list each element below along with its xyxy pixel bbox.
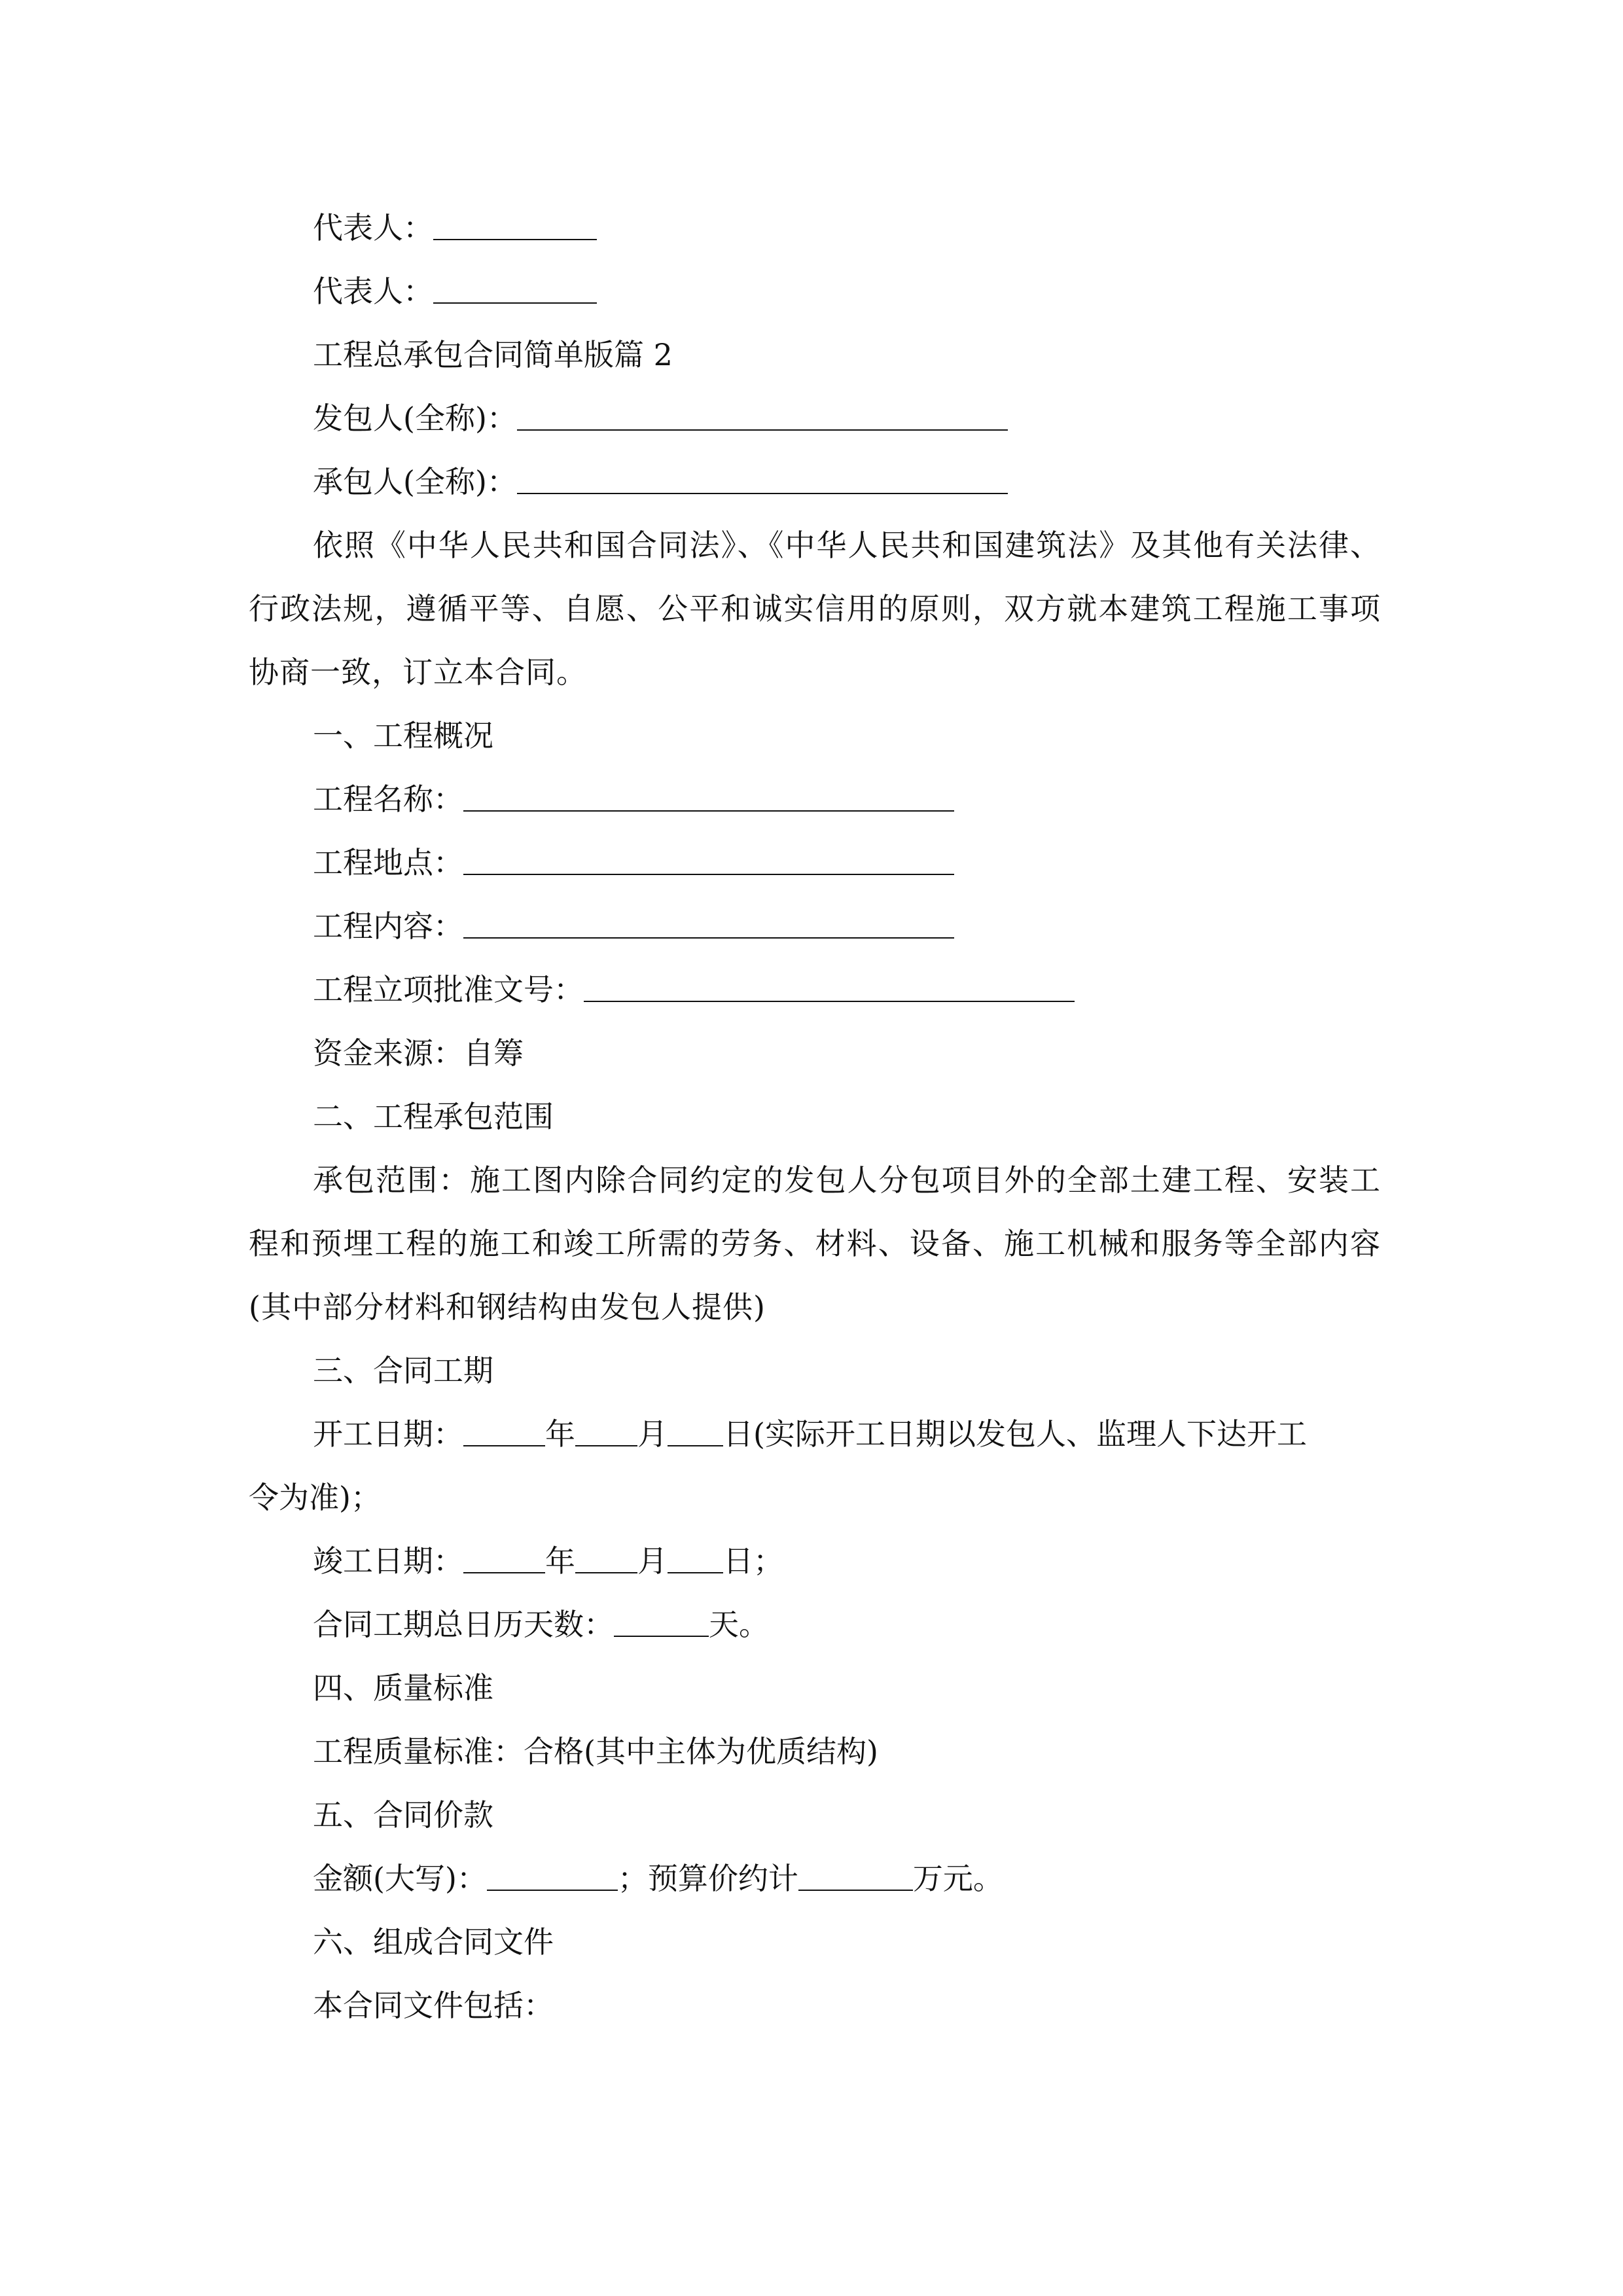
start-note: (实际开工日期以发包人、监理人下达开工 (753, 1416, 1307, 1452)
contract-documents-line: 本合同文件包括： (313, 1988, 554, 2023)
project-location-label: 工程地点： (313, 845, 463, 880)
day-label: 日 (723, 1416, 753, 1452)
employer-line (249, 387, 1381, 450)
project-name-line (249, 768, 1381, 831)
finish-year-blank[interactable] (463, 1542, 545, 1573)
start-note-continued: 令为准)； (249, 1480, 381, 1515)
contractor-blank[interactable] (517, 463, 1008, 494)
budget-blank[interactable] (798, 1859, 913, 1891)
project-content-blank[interactable] (463, 907, 954, 939)
start-date-line (249, 1403, 1381, 1466)
heading-project-overview: 一、工程概况 (313, 718, 493, 753)
heading-contract-scope: 二、工程承包范围 (313, 1099, 554, 1134)
finish-month-blank[interactable] (575, 1542, 637, 1573)
month-label: 月 (637, 1543, 668, 1579)
contractor-label: 承包人(全称)： (313, 464, 517, 499)
heading-contract-period: 三、合同工期 (313, 1353, 493, 1388)
finish-date-line (249, 1530, 1381, 1593)
amount-line (249, 1847, 1381, 1910)
intro-paragraph: 依照《中华人民共和国合同法》、《中华人民共和国建筑法》及其他有关法律、行政法规，遵循平等、自愿、公平和诚实信用的原则，双方就本建筑工程施工事项协商一致，订立本合同。 (249, 528, 1381, 690)
quality-standard-line: 工程质量标准：合格(其中主体为优质结构) (313, 1734, 878, 1769)
representative-line-2 (249, 260, 1381, 323)
representative-label: 代表人： (313, 274, 433, 309)
total-days-line (249, 1593, 1381, 1657)
budget-label: ；预算价约计 (617, 1861, 798, 1896)
total-days-blank[interactable] (614, 1605, 709, 1637)
contractor-line (249, 450, 1381, 514)
finish-date-label: 竣工日期： (313, 1543, 463, 1579)
finish-suffix: ； (753, 1543, 783, 1579)
amount-label: 金额(大写)： (313, 1861, 487, 1896)
section-title: 工程总承包合同简单版篇 2 (313, 337, 673, 372)
funding-line: 资金来源：自筹 (313, 1035, 524, 1071)
employer-blank[interactable] (517, 399, 1008, 431)
approval-number-line (249, 958, 1381, 1022)
start-month-blank[interactable] (575, 1415, 637, 1446)
day-label: 日 (723, 1543, 753, 1579)
project-location-blank[interactable] (463, 844, 954, 875)
heading-quality-standard: 四、质量标准 (313, 1670, 493, 1706)
heading-contract-documents: 六、组成合同文件 (313, 1924, 554, 1960)
representative-label: 代表人： (313, 210, 433, 245)
start-day-blank[interactable] (668, 1415, 723, 1446)
project-name-label: 工程名称： (313, 781, 463, 817)
start-year-blank[interactable] (463, 1415, 545, 1446)
total-days-label: 合同工期总日历天数： (313, 1607, 614, 1642)
employer-label: 发包人(全称)： (313, 401, 517, 436)
project-name-blank[interactable] (463, 780, 954, 812)
approval-number-label: 工程立项批准文号： (313, 972, 584, 1007)
total-days-suffix: 天。 (709, 1607, 769, 1642)
representative-blank[interactable] (433, 209, 597, 240)
scope-paragraph: 承包范围：施工图内除合同约定的发包人分包项目外的全部土建工程、安装工程和预埋工程的施工和竣工所需的劳务、材料、设备、施工机械和服务等全部内容(其中部分材料和钢结构由发包人提供) (249, 1162, 1381, 1325)
budget-suffix: 万元。 (912, 1861, 1003, 1896)
project-content-line (249, 895, 1381, 958)
amount-blank[interactable] (487, 1859, 618, 1891)
year-label: 年 (545, 1543, 575, 1579)
representative-line-1 (249, 196, 1381, 260)
finish-day-blank[interactable] (668, 1542, 723, 1573)
start-date-label: 开工日期： (313, 1416, 463, 1452)
year-label: 年 (545, 1416, 575, 1452)
month-label: 月 (637, 1416, 668, 1452)
project-location-line (249, 831, 1381, 895)
document-body (249, 196, 1381, 2037)
approval-number-blank[interactable] (584, 971, 1075, 1002)
heading-contract-price: 五、合同价款 (313, 1797, 493, 1833)
representative-blank[interactable] (433, 272, 597, 304)
project-content-label: 工程内容： (313, 908, 463, 944)
